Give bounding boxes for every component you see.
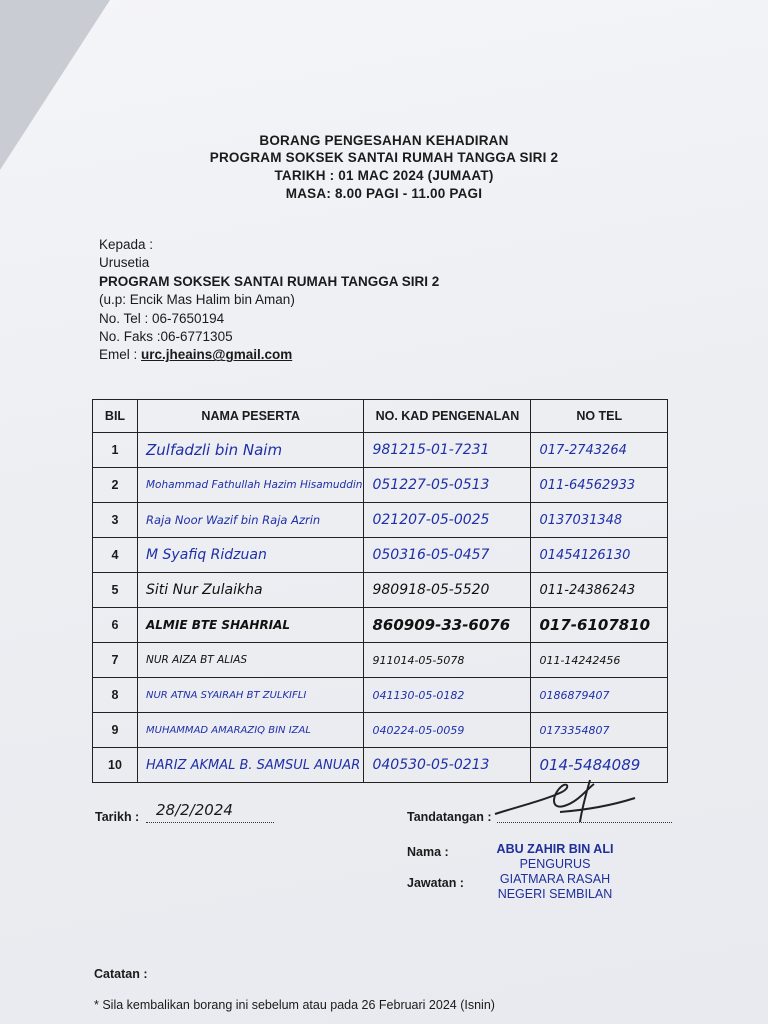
- row-nama: M Syafiq Ridzuan: [138, 538, 364, 573]
- tarikh-line: [146, 822, 274, 823]
- jawatan-label: Jawatan :: [407, 876, 464, 890]
- row-ic: 041130-05-0182: [364, 678, 531, 713]
- row-ic: 980918-05-5520: [364, 573, 531, 608]
- row-tel: 017-2743264: [531, 433, 668, 468]
- nama-label: Nama :: [407, 845, 449, 859]
- row-tel: 014-5484089: [531, 748, 668, 783]
- row-tel: 017-6107810: [531, 608, 668, 643]
- row-tel: 01454126130: [531, 538, 668, 573]
- table-row: [93, 608, 668, 643]
- row-bil: 5: [93, 573, 138, 608]
- event-date: TARIKH : 01 MAC 2024 (JUMAAT): [274, 168, 494, 183]
- table-header-row: [93, 400, 668, 433]
- header-tel: NO TEL: [531, 400, 668, 433]
- recipient-faks: No. Faks :06-6771305: [99, 329, 233, 345]
- table-row: [93, 573, 668, 608]
- stamp-name: ABU ZAHIR BIN ALI: [496, 842, 614, 856]
- table-row: [93, 433, 668, 468]
- recipient-program: PROGRAM SOKSEK SANTAI RUMAH TANGGA SIRI 2: [99, 273, 440, 289]
- row-ic: 981215-01-7231: [364, 433, 531, 468]
- row-ic: 051227-05-0513: [364, 468, 531, 503]
- program-title: PROGRAM SOKSEK SANTAI RUMAH TANGGA SIRI 2: [209, 150, 559, 165]
- header-nama: NAMA PESERTA: [138, 400, 364, 433]
- form-title: BORANG PENGESAHAN KEHADIRAN: [259, 133, 509, 148]
- recipient-tel: No. Tel : 06-7650194: [99, 310, 225, 326]
- row-nama: ALMIE BTE SHAHRIAL: [138, 608, 364, 643]
- signature-image: [490, 776, 640, 826]
- row-bil: 4: [93, 538, 138, 573]
- row-tel: 0173354807: [531, 713, 668, 748]
- row-bil: 10: [93, 748, 138, 783]
- table-row: [93, 468, 668, 503]
- row-nama: NUR ATNA SYAIRAH BT ZULKIFLI: [138, 678, 364, 713]
- recipient-up: (u.p: Encik Mas Halim bin Aman): [99, 292, 295, 308]
- tarikh-value: 28/2/2024: [156, 801, 233, 819]
- event-time: MASA: 8.00 PAGI - 11.00 PAGI: [285, 186, 483, 201]
- tandatangan-label: Tandatangan :: [407, 810, 492, 824]
- row-ic: 050316-05-0457: [364, 538, 531, 573]
- kepada-label: Kepada :: [99, 237, 154, 252]
- row-tel: 011-24386243: [531, 573, 668, 608]
- row-nama: Siti Nur Zulaikha: [138, 573, 364, 608]
- row-bil: 2: [93, 468, 138, 503]
- table-row: [93, 643, 668, 678]
- stamp-state: NEGERI SEMBILAN: [497, 887, 613, 901]
- row-ic: 021207-05-0025: [364, 503, 531, 538]
- row-bil: 1: [93, 433, 138, 468]
- table-row: [93, 503, 668, 538]
- row-bil: 6: [93, 608, 138, 643]
- recipient-block: [99, 236, 439, 365]
- row-nama: Raja Noor Wazif bin Raja Azrin: [138, 503, 364, 538]
- stamp-position: PENGURUS: [519, 857, 591, 871]
- header-ic: NO. KAD PENGENALAN: [364, 400, 531, 433]
- row-nama: Zulfadzli bin Naim: [138, 433, 364, 468]
- row-bil: 3: [93, 503, 138, 538]
- recipient-email-line: [99, 346, 439, 364]
- row-nama: HARIZ AKMAL B. SAMSUL ANUAR: [138, 748, 364, 783]
- row-nama: MUHAMMAD AMARAZIQ BIN IZAL: [138, 713, 364, 748]
- table-row: [93, 678, 668, 713]
- stamp-org: GIATMARA RASAH: [499, 872, 611, 886]
- row-bil: 8: [93, 678, 138, 713]
- attendance-table: [92, 399, 668, 783]
- table-row: [93, 538, 668, 573]
- row-tel: 011-14242456: [531, 643, 668, 678]
- row-ic: 860909-33-6076: [364, 608, 531, 643]
- row-tel: 0186879407: [531, 678, 668, 713]
- header-bil: BIL: [93, 400, 138, 433]
- row-bil: 7: [93, 643, 138, 678]
- row-nama: NUR AIZA BT ALIAS: [138, 643, 364, 678]
- email-label: Emel :: [99, 347, 138, 363]
- official-stamp: [480, 842, 630, 902]
- return-note: * Sila kembalikan borang ini sebelum atau pada 26 Februari 2024 (Isnin): [94, 998, 495, 1012]
- email-link[interactable]: urc.jheains@gmail.com: [141, 347, 293, 363]
- row-ic: 040530-05-0213: [364, 748, 531, 783]
- row-nama: Mohammad Fathullah Hazim Hisamuddin: [138, 468, 364, 503]
- row-ic: 040224-05-0059: [364, 713, 531, 748]
- row-tel: 011-64562933: [531, 468, 668, 503]
- row-ic: 911014-05-5078: [364, 643, 531, 678]
- tarikh-label: Tarikh :: [95, 810, 140, 824]
- row-bil: 9: [93, 713, 138, 748]
- table-row: [93, 713, 668, 748]
- row-tel: 0137031348: [531, 503, 668, 538]
- catatan-label: Catatan :: [94, 967, 148, 981]
- urusetia-label: Urusetia: [99, 255, 150, 271]
